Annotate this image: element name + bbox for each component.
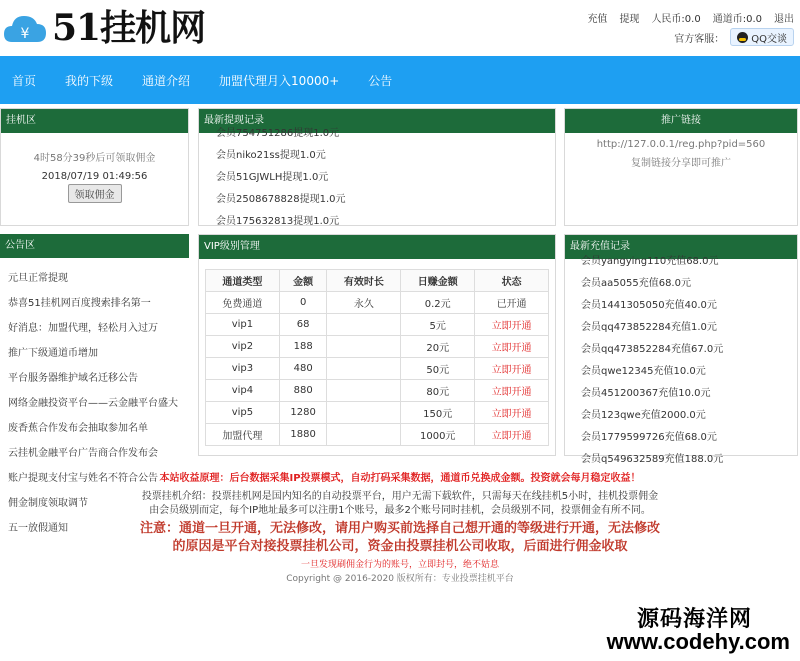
vip-type: vip2	[206, 336, 280, 358]
recharge-link[interactable]: 充值	[587, 14, 608, 25]
notice-item[interactable]: 五一放假通知	[8, 523, 68, 534]
footer-warning-2: 的原因是平台对接投票挂机公司，资金由投票挂机公司收取，后面进行佣金收取	[172, 539, 628, 554]
vip-col-amount: 金额	[279, 270, 327, 292]
table-row	[206, 292, 549, 314]
table-row	[206, 358, 549, 380]
withdraw-item: 会员2508678828提现1.0元	[216, 194, 346, 205]
activate-button[interactable]: 立即开通	[475, 380, 549, 402]
withdraw-scroll	[199, 128, 555, 227]
vip-amount: 0	[279, 292, 327, 314]
svg-text:¥: ¥	[20, 26, 30, 42]
recharge-panel	[564, 234, 798, 465]
vip-header-row	[206, 270, 549, 292]
notice-item[interactable]: 元旦正常提现	[8, 273, 68, 284]
vip-daily: 80元	[401, 380, 475, 402]
watermark-cn: 源码海洋网	[636, 607, 752, 632]
recharge-title: 最新充值记录	[565, 235, 797, 259]
vip-type: vip3	[206, 358, 280, 380]
vip-duration	[327, 336, 401, 358]
footer-warning-1: 注意：通道一旦开通，无法修改，请用户购买前选择自己想开通的等级进行开通，无法修改	[139, 521, 660, 536]
vip-table	[205, 269, 549, 446]
notice-item[interactable]: 推广下级通道币增加	[8, 348, 98, 359]
withdraw-title: 最新提现记录	[199, 109, 555, 133]
footer-intro: 投票挂机介绍：投票挂机网是国内知名的自动投票平台，用户无需下载软件，只需每天在线挂机5小时，挂机投票佣金由会员级别而定，每个IP地址最多可以注册1个账号，最多2个账号同时挂机，会员级别不同，投票佣金有所不同。	[141, 491, 659, 516]
activate-button[interactable]: 立即开通	[475, 314, 549, 336]
vip-duration: 永久	[327, 292, 401, 314]
vip-daily: 0.2元	[401, 292, 475, 314]
vip-col-duration: 有效时长	[327, 270, 401, 292]
recharge-item: 会员qq473852284充值1.0元	[581, 322, 717, 333]
recharge-item: 会员123qwe充值2000.0元	[581, 410, 706, 421]
activate-button[interactable]: 立即开通	[475, 336, 549, 358]
vip-amount: 188	[279, 336, 327, 358]
activate-button[interactable]: 立即开通	[475, 358, 549, 380]
recharge-item: 会员yangying110充值68.0元	[581, 256, 719, 267]
recharge-item: 会员aa5055充值68.0元	[581, 278, 691, 289]
hangup-title: 挂机区	[1, 109, 188, 133]
nav-channels[interactable]: 通道介绍	[142, 73, 191, 88]
vip-panel	[198, 234, 556, 456]
vip-status: 已开通	[475, 292, 549, 314]
vip-duration	[327, 402, 401, 424]
table-row	[206, 424, 549, 446]
vip-amount: 1880	[279, 424, 327, 446]
promo-title: 推广链接	[565, 109, 797, 133]
vip-duration	[327, 380, 401, 402]
promo-hint: 复制链接分享即可推广	[631, 158, 731, 169]
nav-subordinates[interactable]: 我的下级	[65, 73, 114, 88]
notice-item[interactable]: 云挂机金融平台广告商合作发布会	[8, 448, 158, 459]
vip-daily: 5元	[401, 314, 475, 336]
notice-item[interactable]: 好消息：加盟代理，轻松月入过万	[8, 323, 158, 334]
withdraw-link[interactable]: 提现	[619, 14, 640, 25]
official-service	[674, 28, 794, 46]
promo-url[interactable]: http://127.0.0.1/reg.php?pid=560	[596, 139, 766, 150]
table-row	[206, 380, 549, 402]
top-links	[587, 10, 794, 25]
recharge-item: 会员451200367充值10.0元	[581, 388, 711, 399]
withdraw-item: 会员51GJWLH提现1.0元	[216, 172, 329, 183]
withdraw-item: 会员niko21ss提现1.0元	[216, 150, 326, 161]
vip-duration	[327, 314, 401, 336]
vip-daily: 150元	[401, 402, 475, 424]
notice-title: 公告区	[0, 234, 189, 258]
vip-daily: 50元	[401, 358, 475, 380]
vip-col-type: 通道类型	[206, 270, 280, 292]
vip-type: 加盟代理	[206, 424, 280, 446]
footer-income-principle: 本站收益原理：后台数据采集IP投票模式，自动打码采集数据，通道币兑换成金额。投资就会每月稳定收益！	[159, 473, 641, 484]
footer	[0, 472, 800, 586]
nav-agent[interactable]: 加盟代理月入10000+	[219, 73, 340, 88]
notice-item[interactable]: 网络金融投资平台——云金融平台盛大	[8, 398, 178, 409]
main-nav	[0, 56, 800, 104]
vip-amount: 480	[279, 358, 327, 380]
withdraw-item: 会员754751286提现1.0元	[216, 128, 340, 139]
recharge-scroll	[565, 256, 797, 465]
vip-duration	[327, 424, 401, 446]
footer-ban-notice: 一旦发现刷佣金行为的账号，立即封号，绝不姑息	[300, 560, 499, 570]
vip-daily: 20元	[401, 336, 475, 358]
vip-type: vip4	[206, 380, 280, 402]
footer-copyright: Copyright @ 2016-2020 版权所有：专业投票挂机平台	[286, 574, 514, 584]
current-time: 2018/07/19 01:49:56	[41, 171, 148, 182]
recharge-item: 会员1779599726充值68.0元	[581, 432, 717, 443]
qq-icon	[737, 32, 748, 43]
logout-link[interactable]: 退出	[774, 14, 794, 25]
vip-type: vip1	[206, 314, 280, 336]
qq-chat-button[interactable]	[730, 28, 794, 46]
activate-button[interactable]: 立即开通	[475, 424, 549, 446]
withdraw-panel	[198, 108, 556, 226]
table-row	[206, 402, 549, 424]
qq-chat-label: QQ交谈	[751, 33, 787, 45]
header	[0, 0, 800, 56]
claim-commission-button[interactable]: 领取佣金	[68, 184, 122, 203]
watermark-url: www.codehy.com	[606, 629, 790, 654]
notice-item[interactable]: 废香蕉合作发布会抽取参加名单	[8, 423, 148, 434]
vip-col-daily: 日赚金额	[401, 270, 475, 292]
nav-home[interactable]: 首页	[12, 73, 37, 88]
site-brand: 51挂机网	[52, 7, 206, 49]
vip-type: 免费通道	[206, 292, 280, 314]
promo-panel	[564, 108, 798, 226]
recharge-item: 会员1441305050充值40.0元	[581, 300, 717, 311]
recharge-item: 会员qwe12345充值10.0元	[581, 366, 706, 377]
notice-item[interactable]: 平台服务器维护域名迁移公告	[8, 373, 138, 384]
cloud-logo-icon	[2, 6, 48, 50]
vip-duration	[327, 358, 401, 380]
vip-daily: 1000元	[401, 424, 475, 446]
recharge-item: 会员qq473852284充值67.0元	[581, 344, 724, 355]
vip-amount: 68	[279, 314, 327, 336]
service-label: 官方客服：	[674, 33, 725, 45]
nav-notices[interactable]: 公告	[368, 73, 393, 88]
vip-amount: 1280	[279, 402, 327, 424]
vip-title: VIP级别管理	[199, 235, 555, 259]
notice-item[interactable]: 账户提现支付宝与姓名不符合公告	[8, 473, 158, 484]
vip-type: vip5	[206, 402, 280, 424]
table-row	[206, 314, 549, 336]
hangup-panel	[0, 108, 189, 226]
withdraw-item: 会员175632813提现1.0元	[216, 216, 340, 227]
vip-amount: 880	[279, 380, 327, 402]
channel-balance: 通道币:0.0	[712, 14, 762, 25]
rmb-balance: 人民币:0.0	[651, 14, 701, 25]
activate-button[interactable]: 立即开通	[475, 402, 549, 424]
recharge-item: 会员q549632589充值188.0元	[581, 454, 724, 465]
table-row	[206, 336, 549, 358]
notice-item[interactable]: 佣金制度领取调节	[8, 498, 88, 509]
countdown-text: 4时58分39秒后可领取佣金	[33, 153, 156, 164]
vip-col-status: 状态	[475, 270, 549, 292]
notice-item[interactable]: 恭喜51挂机网百度搜索排名第一	[8, 298, 151, 309]
